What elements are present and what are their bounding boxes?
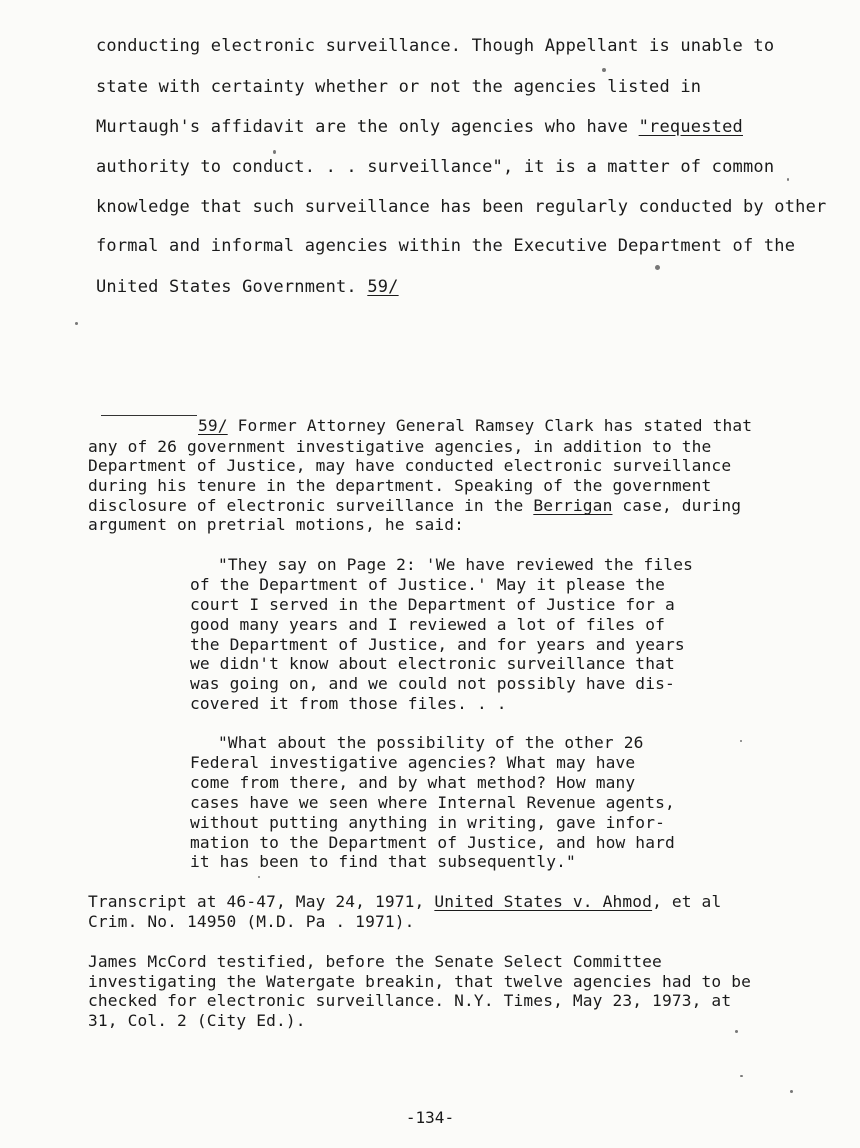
footnote-line-3: Department of Justice, may have conducted electronic surveillance [88, 456, 732, 475]
body-line-1: conducting electronic surveillance. Though Appellant is unable to [96, 36, 775, 56]
quote2-line-5: without putting anything in writing, gave infor- [190, 813, 665, 832]
body-line-3-text: Murtaugh's affidavit are the only agencies who have [96, 117, 639, 137]
transcript-line-2: Crim. No. 14950 (M.D. Pa . 1971). [88, 912, 415, 931]
footnote-line-6: argument on pretrial motions, he said: [88, 515, 465, 534]
page-number: -134- [405, 1108, 455, 1127]
scan-speck [75, 322, 78, 325]
berrigan-case: Berrigan [533, 496, 613, 515]
scan-speck [273, 150, 276, 154]
body-line-2: state with certainty whether or not the agencies listed in [96, 77, 702, 97]
body-line-7 [96, 277, 399, 297]
quote2-line-2: Federal investigative agencies? What may have [190, 753, 636, 772]
footnote-line-4: during his tenure in the department. Speaking of the government [88, 476, 712, 495]
quote2-line-4: cases have we seen where Internal Revenue agents, [190, 793, 675, 812]
scan-speck [740, 740, 742, 742]
footnote-line-1-text: Former Attorney General Ramsey Clark has stated that [227, 416, 753, 435]
quote1-line-7: was going on, and we could not possibly have dis- [190, 674, 675, 693]
body-line-5: knowledge that such surveillance has been regularly conducted by other [96, 197, 827, 217]
quote2-line-1: "What about the possibility of the other 26 [218, 733, 644, 752]
footnote-line-5 [88, 496, 741, 515]
quote2-line-3: come from there, and by what method? How many [190, 773, 636, 792]
footnote-line-2: any of 26 government investigative agencies, in addition to the [88, 437, 712, 456]
mccord-line-3: checked for electronic surveillance. N.Y. Times, May 23, 1973, at [88, 991, 732, 1010]
scan-speck [790, 1090, 793, 1093]
body-line-4: authority to conduct. . . surveillance", it is a matter of common [96, 157, 775, 177]
scan-speck [602, 68, 606, 72]
body-line-7-text: United States Government. [96, 277, 368, 297]
body-line-6: formal and informal agencies within the Executive Department of the [96, 236, 796, 256]
transcript-suffix: , et al [652, 892, 722, 911]
scan-speck [655, 265, 660, 270]
footnote-rule [101, 415, 197, 416]
scan-speck [735, 1030, 738, 1033]
scan-speck [787, 178, 789, 181]
quote1-line-2: of the Department of Justice.' May it please the [190, 575, 665, 594]
footnote-line-1 [198, 416, 752, 435]
quote2-line-7: it has been to find that subsequently." [190, 852, 576, 871]
transcript-line-1 [88, 892, 721, 911]
transcript-case: United States v. Ahmod [434, 892, 653, 911]
requested-quote: "requested [638, 117, 743, 137]
scan-speck [740, 1075, 743, 1077]
scan-speck [258, 876, 260, 878]
mccord-line-4: 31, Col. 2 (City Ed.). [88, 1011, 306, 1030]
footnote-reference: 59/ [367, 277, 399, 297]
mccord-line-2: investigating the Watergate breakin, that twelve agencies had to be [88, 972, 752, 991]
footnote-marker: 59/ [198, 416, 228, 435]
quote1-line-4: good many years and I reviewed a lot of files of [190, 615, 665, 634]
body-line-3 [96, 117, 743, 137]
mccord-line-1: James McCord testified, before the Senate Select Committee [88, 952, 662, 971]
quote1-line-1: "They say on Page 2: 'We have reviewed the files [218, 555, 693, 574]
footnote-line-5-text: disclosure of electronic surveillance in the [88, 496, 534, 515]
quote1-line-6: we didn't know about electronic surveillance that [190, 654, 675, 673]
quote1-line-5: the Department of Justice, and for years and years [190, 635, 685, 654]
footnote-line-5-rest: case, during [612, 496, 742, 515]
quote1-line-3: court I served in the Department of Justice for a [190, 595, 675, 614]
quote1-line-8: covered it from those files. . . [190, 694, 507, 713]
transcript-prefix: Transcript at 46-47, May 24, 1971, [88, 892, 435, 911]
quote2-line-6: mation to the Department of Justice, and how hard [190, 833, 675, 852]
